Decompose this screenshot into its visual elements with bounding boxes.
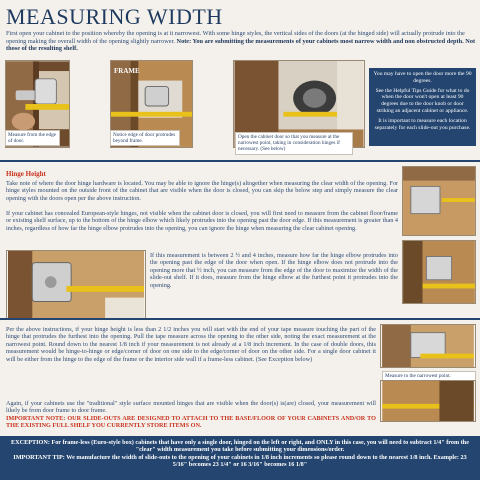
footer-exception xyxy=(8,439,472,454)
important-note-text: IMPORTANT NOTE: OUR SLIDE-OUTS ARE DESIGNED TO ATTACH TO THE BASE/FLOOR OF YOUR CABINETS AND/OR TO THE EXISTING FULL SHELF YOU CURRENTLY STORE ITEMS ON. xyxy=(6,415,376,430)
hinge-paragraph-4: Per the above instructions, if your hinge height is less than 2 1/2 inches you will start with the end of your tape measure touching the part of the hinge that protrudes the furthest into the opening. Pull the tape measure across the opening to the other side, noting the exact measurement at the narrowest point. Round down to the nearest 1/8 inch if your measurement is not already at a 1/8 inch increment. In the case of double doors, this measurement would be hinge-to-hinge or edge/corner of door on one side to the edge/corner of door on the other side. For a single door cabinet it will be either from the hinge to the edge of the frame or the interior side wall if a frame-less cabinet. (See Exception below) xyxy=(6,326,376,363)
photo-hinge-side-image xyxy=(403,241,475,303)
footer-tip-text: IMPORTANT TIP: We manufacture the width of slide-outs to the opening of your cabinets in 1/8 inch increments so please round down to the nearest 1/8 inch. Example: 23 5/16" becomes 23 1/4" or 16 3/16" becomes 16 1/8" xyxy=(13,453,467,469)
page-title: MEASURING WIDTH xyxy=(6,4,223,29)
hinge-paragraph-2: If your cabinet has concealed European-style hinges, not visible when the cabinet door is closed, you will first need to measure from the cabinet floor/frame or existing shelf surface, up to the bottom of the hinge elbow which likely protrudes into the opening past the door edge. If this measurement is greater than 4 inches, regardless of how far the hinge elbow protrudes into the opening, you can ignore the hinge when measuring the clear cabinet opening. xyxy=(6,210,398,232)
caption-open-door: Open the cabinet door so that you measure at the narrowest point, taking in consideration hinges if necessary. (See below) xyxy=(235,132,353,155)
hinge-paragraph-5: Again, if your cabinets use the "traditional" style surface mounted hinges that are visible when the door(s) is(are) closed, your measurement will likely be from door frame to door frame. xyxy=(6,400,376,415)
photo-hinge-top xyxy=(402,166,476,236)
tips-box-degrees: You may have to open the door more the 90 degrees. xyxy=(373,71,472,84)
divider-middle xyxy=(0,318,480,320)
photo-hinge-top-image xyxy=(403,167,475,235)
photo-narrow-top-image xyxy=(381,325,475,367)
tips-box-guide: See the Helpful Tips Guide for what to do when the door won't open at least 90 degrees due to the door knob or door striking an adjacent cabinet or appliance. xyxy=(375,87,470,114)
photo-narrow-top xyxy=(380,324,476,368)
photo-hinge-elbow-image xyxy=(7,251,145,319)
hinge-heading: Hinge Height xyxy=(6,170,46,178)
hinge-paragraph-3: If this measurement is between 2 ½ and 4 inches, measure how far the hinge elbow protrudes into the opening past the edge of the door when open. If the hinge elbow does not protrude into the opening more that ½ inch, you can measure from the edge of the door to maximize the width of the slide-out shelf. If it does, measure from the hinge elbow at the furthest point it protrudes into the opening. xyxy=(150,252,398,289)
footer-exception-text: EXCEPTION: For frame-less (Euro-style box) cabinets that have only a single door, hinged on the left or right, and ONLY in this case, you will need to subtract 1/4" from the "clear" width measurement you take before submitting your dimensions/order. xyxy=(11,439,469,454)
photo-hinge-side xyxy=(402,240,476,304)
caption-door-edge: Notice edge of door protrudes beyond frame. xyxy=(110,130,180,146)
divider-top xyxy=(0,160,480,162)
intro-paragraph: First open your cabinet to the position whereby the opening is at it narrowest. With some hinge styles, the vertical sides of the doors (at the hinged side) will actually protrude into the opening making the overall width of the opening slightly narrower. xyxy=(6,30,465,45)
intro-text xyxy=(6,30,476,53)
photo-narrow-bottom xyxy=(380,380,476,422)
frame-label: FRAME xyxy=(114,67,140,75)
footer-tip xyxy=(8,454,472,469)
hinge-paragraph-1: Take note of where the door hinge hardware is located. You may be able to ignore the hinge(s) altogether when measuring the clear width of the opening. For hinge styles mounted on the outside front of the cabinet that are visible when the door is closed, you can skip the below step and simply measure the clear opening with the doors open per the above instruction. xyxy=(6,180,398,202)
caption-measure-edge: Measure from the edge of door. xyxy=(5,130,60,146)
important-note xyxy=(6,415,376,430)
caption-narrowest: Measure to the narrowest point. xyxy=(382,371,476,381)
photo-hinge-elbow xyxy=(6,250,146,320)
tips-box-separate: It is important to measure each location separately for each slide-out you purchase. xyxy=(374,117,471,131)
photo-narrow-bottom-image xyxy=(381,381,475,421)
tips-box xyxy=(369,68,476,146)
intro-note: Note: You are submitting the measurements of your cabinets most narrow width and non obstructed depth. Not those of the resulting shelf. xyxy=(6,37,476,53)
footer-banner xyxy=(0,436,480,480)
